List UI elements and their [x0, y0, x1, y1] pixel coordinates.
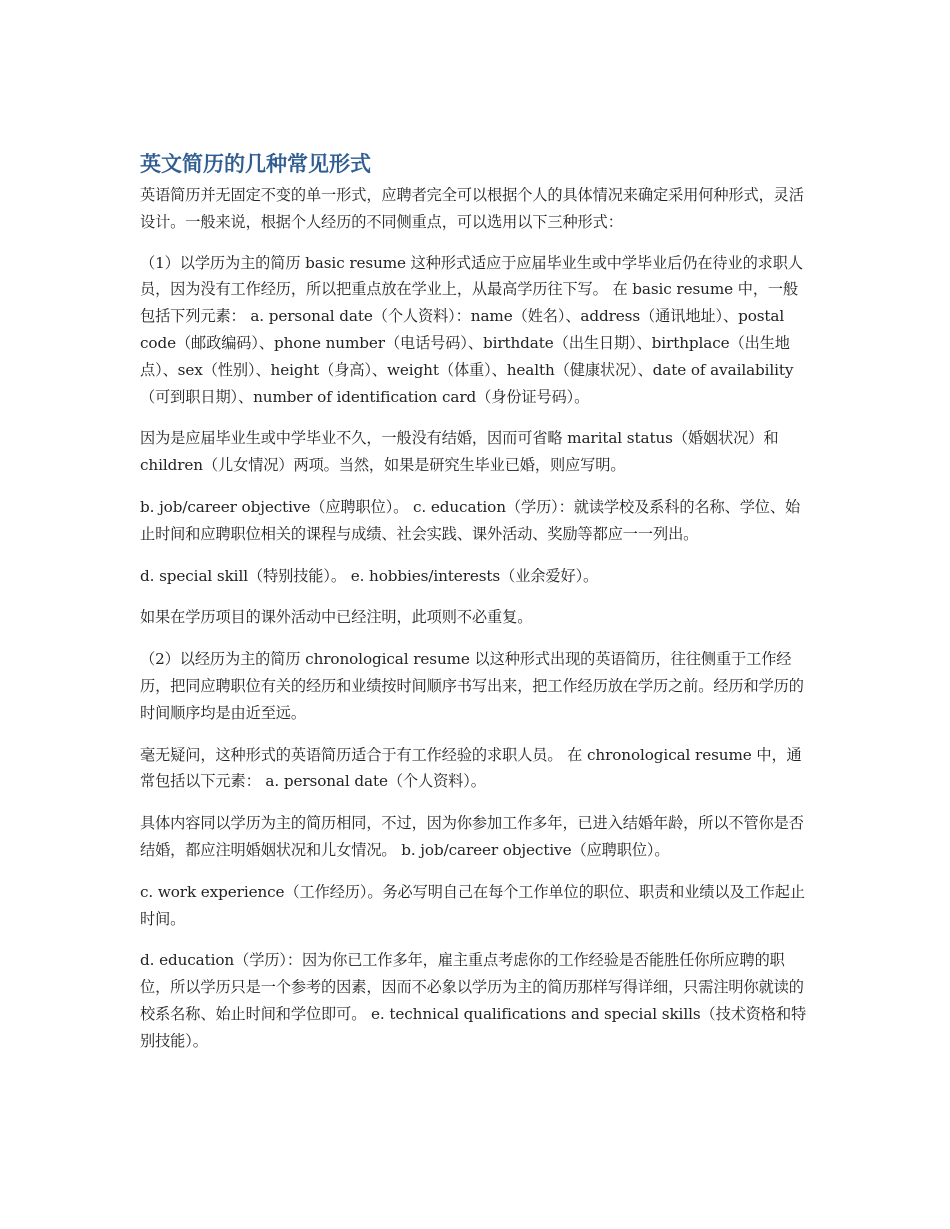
- paragraph-chronological-resume: （2）以经历为主的简历 chronological resume 以这种形式出现的英语简历，往往侧重于工作经历，把同应聘职位有关的经历和业绩按时间顺序书写出来，把工作经历放在学历之前。经历和学历的时间顺序均是由近至远。: [140, 650, 804, 722]
- paragraph-chronological-elements: 毫无疑问，这种形式的英语简历适合于有工作经验的求职人员。 在 chronological resume 中，通常包括以下元素： a. personal date（个人资料）。: [140, 745, 802, 791]
- paragraph-intro: 英语简历并无固定不变的单一形式，应聘者完全可以根据个人的具体情况来确定采用何种形式，灵活设计。一般来说，根据个人经历的不同侧重点，可以选用以下三种形式：: [140, 186, 804, 231]
- paragraph-objective-education: b. job/career objective（应聘职位）。 c. education（学历）：就读学校及系科的名称、学位、始止时间和应聘职位相关的课程与成绩、社会实践、课外活动、奖励等都应一一列出。: [140, 497, 801, 543]
- paragraph-personal-details: 具体内容同以学历为主的简历相同，不过，因为你参加工作多年，已进入结婚年龄，所以不管你是否结婚，都应注明婚姻状况和儿女情况。 b. job/career objective（应聘职位）。: [140, 814, 804, 859]
- page-title: 英文简历的几种常见形式: [140, 152, 371, 176]
- document-body: [140, 150, 812, 1070]
- paragraph-marital-note: 因为是应届毕业生或中学毕业不久，一般没有结婚，因而可省略 marital status（婚姻状况）和 children（儿女情况）两项。当然，如果是研究生毕业已婚，则应写明。: [140, 429, 779, 475]
- paragraph-no-repeat: 如果在学历项目的课外活动中已经注明，此项则不必重复。: [140, 608, 533, 627]
- paragraph-education-qualifications: d. education（学历）：因为你已工作多年，雇主重点考虑你的工作经验是否能胜任你所应聘的职位，所以学历只是一个参考的因素，因而不必象以学历为主的简历那样写得详细，只需注明你就读的校系名称、始止时间和学位即可。 e. technical qualifications and special skills（技术资格和特别技能）。: [140, 951, 807, 1050]
- paragraph-work-experience: c. work experience（工作经历）。务必写明自己在每个工作单位的职位、职责和业绩以及工作起止时间。: [140, 882, 805, 928]
- paragraph-basic-resume: （1）以学历为主的简历 basic resume 这种形式适应于应届毕业生或中学毕业后仍在待业的求职人员，因为没有工作经历，所以把重点放在学业上，从最高学历往下写。 在 basic resume 中，一般包括下列元素： a. personal date（个人资料）：name（姓名）、address（通讯地址）、postal code（邮政编码）、phone number（电话号码）、birthdate（出生日期）、birthplace（出生地点）、sex（性别）、height（身高）、weight（体重）、health（健康状况）、date of availability（可到职日期）、number of identification card（身份证号码）。: [140, 253, 803, 406]
- paragraph-skills-hobbies: d. special skill（特别技能）。 e. hobbies/interests（业余爱好）。: [140, 566, 599, 585]
